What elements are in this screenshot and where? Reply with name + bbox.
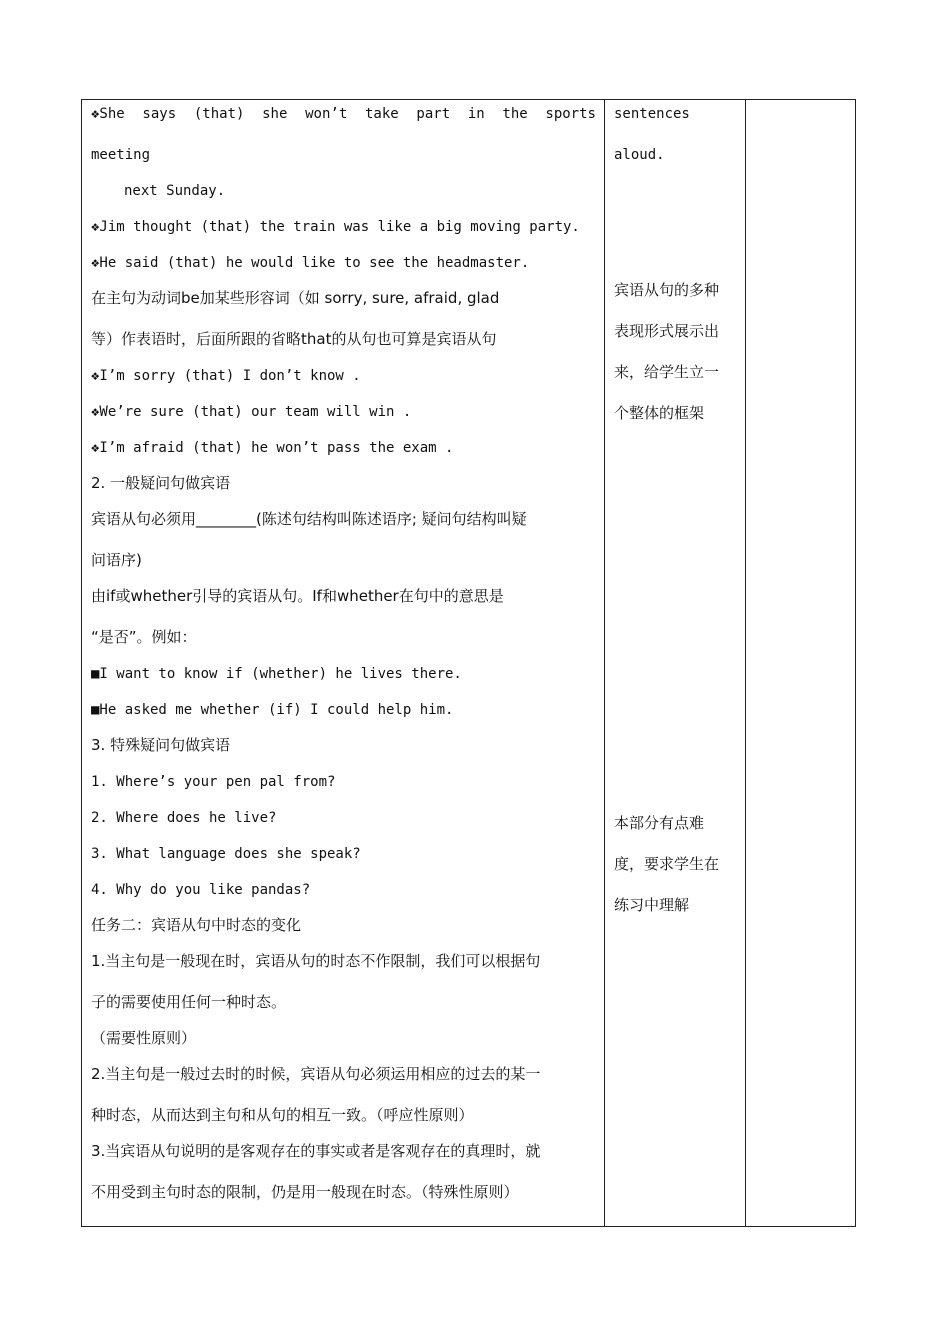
word: take — [364, 106, 399, 122]
line-6: 在主句为动词be加某些形容词（如 sorry, sure, afraid, glad — [91, 289, 500, 307]
word: won’t — [305, 106, 348, 122]
line-9: ❖We’re sure (that) our team will win . — [91, 404, 412, 420]
line-19: 1. Where’s your pen pal from? — [91, 774, 336, 790]
line-16: ■I want to know if (whether) he lives there. — [91, 666, 462, 682]
note-line-2: aloud. — [614, 147, 665, 163]
line-17: ■He asked me whether (if) I could help him. — [91, 702, 454, 718]
line-12: 宾语从句必须用________(陈述句结构叫陈述语序; 疑问句结构叫疑 — [91, 510, 527, 528]
word: in — [467, 106, 485, 122]
lesson-table — [81, 99, 856, 1227]
line-25: 子的需要使用任何一种时态。 — [91, 993, 287, 1011]
line-4: ❖Jim thought (that) the train was like a big moving party. — [91, 219, 580, 235]
line-8: ❖I’m sorry (that) I don’t know . — [91, 368, 361, 384]
blank-column — [746, 100, 856, 1226]
line-3: next Sunday. — [124, 183, 226, 199]
line-7: 等）作表语时，后面所跟的省略that的从句也可算是宾语从句 — [91, 330, 497, 348]
line-5: ❖He said (that) he would like to see the headmaster. — [91, 255, 530, 271]
note-line-9: 练习中理解 — [614, 896, 690, 914]
word: she — [262, 106, 288, 122]
line-13: 问语序) — [91, 551, 142, 569]
note-line-5: 来，给学生立一 — [614, 363, 720, 381]
note-line-1: sentences — [614, 106, 690, 122]
line-29: 3.当宾语从句说明的是客观存在的事实或者是客观存在的真理时，就 — [91, 1142, 541, 1160]
line-26: （需要性原则） — [91, 1029, 197, 1047]
word: (that) — [193, 106, 245, 122]
word: ❖She — [91, 106, 125, 122]
note-line-6: 个整体的框架 — [614, 404, 705, 422]
notes-column — [605, 100, 746, 1226]
content-column — [82, 100, 605, 1226]
line-1 — [91, 105, 596, 123]
word: says — [142, 106, 177, 122]
line-14: 由if或whether引导的宾语从句。If和whether在句中的意思是 — [91, 587, 504, 605]
line-2: meeting — [91, 147, 151, 163]
note-line-7: 本部分有点难 — [614, 814, 705, 832]
line-28: 种时态，从而达到主句和从句的相互一致。（呼应性原则） — [91, 1106, 474, 1124]
line-21: 3. What language does she speak? — [91, 846, 361, 862]
line-11: 2. 一般疑问句做宾语 — [91, 474, 231, 492]
note-line-3: 宾语从句的多种 — [614, 281, 720, 299]
line-20: 2. Where does he live? — [91, 810, 277, 826]
note-line-4: 表现形式展示出 — [614, 322, 720, 340]
line-24: 1.当主句是一般现在时，宾语从句的时态不作限制，我们可以根据句 — [91, 952, 541, 970]
line-27: 2.当主句是一般过去时的时候，宾语从句必须运用相应的过去的某一 — [91, 1065, 541, 1083]
note-line-8: 度，要求学生在 — [614, 855, 720, 873]
word: the — [502, 106, 528, 122]
line-23: 任务二：宾语从句中时态的变化 — [91, 916, 302, 934]
word: part — [416, 106, 451, 122]
line-18: 3. 特殊疑问句做宾语 — [91, 736, 231, 754]
line-10: ❖I’m afraid (that) he won’t pass the exam . — [91, 440, 454, 456]
line-22: 4. Why do you like pandas? — [91, 882, 311, 898]
word: sports — [545, 106, 596, 122]
line-15: “是否”。例如： — [91, 628, 197, 646]
line-30: 不用受到主句时态的限制，仍是用一般现在时态。（特殊性原则） — [91, 1183, 519, 1201]
